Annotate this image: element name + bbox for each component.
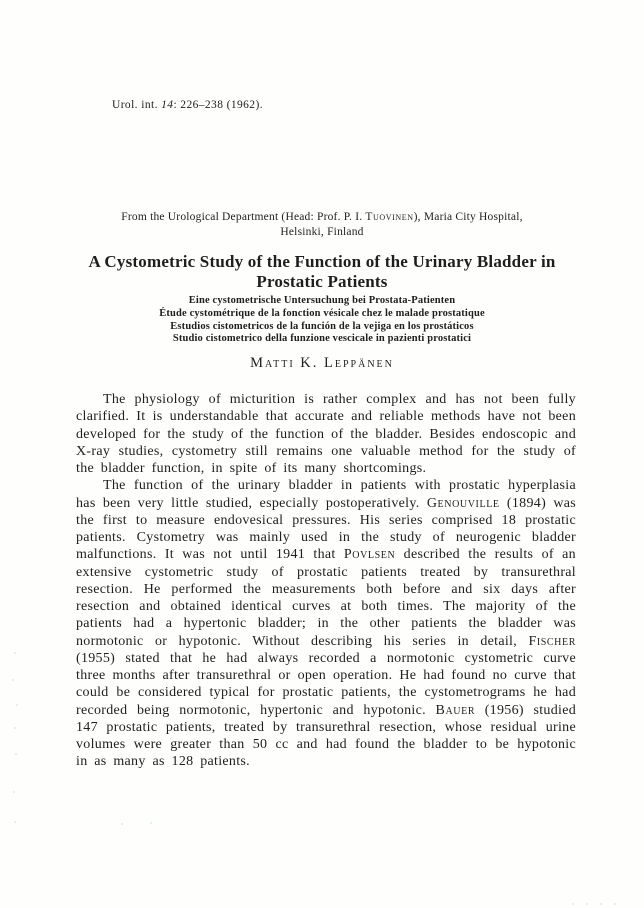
affiliation — [0, 210, 644, 239]
scan-speckle — [586, 903, 588, 905]
scan-speckle — [13, 791, 15, 793]
body-paragraph-1: The physiology of micturition is rather complex and has not been fully clarified. It is understandable that accurate and reliable methods have not been developed for the study of the function of the bladder. Besides endoscopic and X-ray studies, cystometry still remains one valuable method for the study of the bladder function, in spite of its many shortcomings. — [76, 392, 576, 476]
author-name: Matti K. Leppänen — [250, 355, 394, 371]
affiliation-line-1: From the Urological Department (Head: Prof. P. I. Tuovinen), Maria City Hospital, — [121, 211, 523, 223]
scan-speckle — [14, 652, 16, 654]
page-title: A Cystometric Study of the Function of the Urinary Bladder in Prostatic Patients — [88, 252, 556, 291]
scan-speckle — [14, 727, 16, 729]
subtitle-spanish: Estudios cistometricos de la función de la vejiga en los prostáticos — [170, 320, 474, 332]
translated-subtitles — [0, 295, 644, 346]
scan-speckle — [16, 704, 18, 706]
scan-speckle — [12, 679, 14, 681]
scan-speckle — [121, 823, 123, 825]
subtitle-french: Étude cystométrique de la fonction vésicale chez le malade prostatique — [159, 307, 485, 319]
subtitle-german: Eine cystometrische Untersuchung bei Prostata-Patienten — [188, 295, 456, 306]
body-paragraph-2: The function of the urinary bladder in patients with prostatic hyperplasia has been very little studied, especially postoperatively. Genouville (1894) was the first to measure endovesical pressures. His series comprised 18 prostatic patients. Cystometry was mainly used in the study of neurogenic bladder malfunctions. It was not until 1941 that Povlsen described the results of an extensive cystometric study of prostatic patients treated by transurethral resection. He performed the measurements both before and six days after resection and obtained identical curves at both times. The majority of the patients had a hypertonic bladder; in the other patients the bladder was normotonic or hypotonic. Without describing his series in detail, Fischer (1955) stated that he had always recorded a normotonic cystometric curve three months after transurethral or open operation. He had found no curve that could be considered typical for prostatic patients, the cystometrograms he had recorded being normotonic, hypertonic and hypotonic. Bauer (1956) studied 147 prostatic patients, treated by transurethral resection, whose residual urine volumes were greater than 50 cc and had found the bladder to be hypotonic in as many as 128 patients. — [76, 478, 577, 770]
scan-speckle — [15, 753, 17, 755]
scan-speckle — [614, 903, 616, 905]
affiliation-line-2: Helsinki, Finland — [280, 225, 364, 238]
subtitle-italian: Studio cistometrico della funzione vescicale in pazienti prostatici — [172, 333, 472, 345]
scan-speckle — [14, 821, 16, 823]
scan-speckle — [600, 903, 602, 905]
scan-speckle — [572, 903, 574, 905]
article-body — [76, 391, 576, 771]
journal-reference: Urol. int. 14: 226–238 (1962). — [112, 99, 263, 111]
scan-speckle — [150, 822, 152, 824]
